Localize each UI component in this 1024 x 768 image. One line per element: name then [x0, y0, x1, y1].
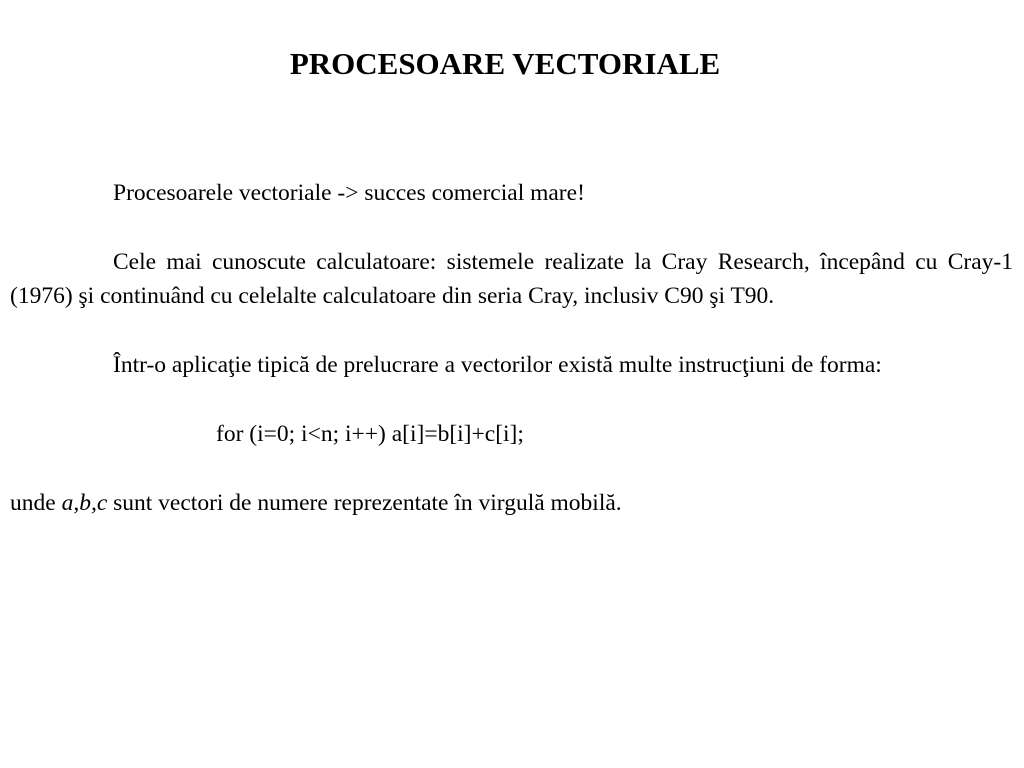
definition-variables: a,b,c	[61, 490, 108, 516]
spacer	[10, 210, 1013, 245]
spacer	[10, 451, 1013, 486]
paragraph-typical-application: Într-o aplicaţie tipică de prelucrare a vectorilor există multe instrucţiuni de forma:	[113, 352, 882, 378]
slide-title: PROCESOARE VECTORIALE	[289, 46, 721, 81]
definition-suffix: sunt vectori de numere reprezentate în virgulă mobilă.	[107, 490, 622, 516]
spacer	[10, 313, 1013, 348]
spacer	[10, 382, 1013, 417]
definition-prefix: unde	[10, 490, 62, 516]
paragraph-cray-computers: Cele mai cunoscute calculatoare: sistemele realizate la Cray Research, începând cu Cray-1 (1976) şi continuând cu celelalte calculatoare din seria Cray, inclusiv C90 şi T90.	[10, 249, 1013, 309]
paragraph-vector-processors: Procesoarele vectoriale -> succes comercial mare!	[113, 180, 585, 206]
paragraph-vectors-definition	[10, 486, 1013, 520]
slide-body	[10, 176, 1013, 520]
code-loop-example: for (i=0; i<n; i++) a[i]=b[i]+c[i];	[216, 421, 524, 447]
